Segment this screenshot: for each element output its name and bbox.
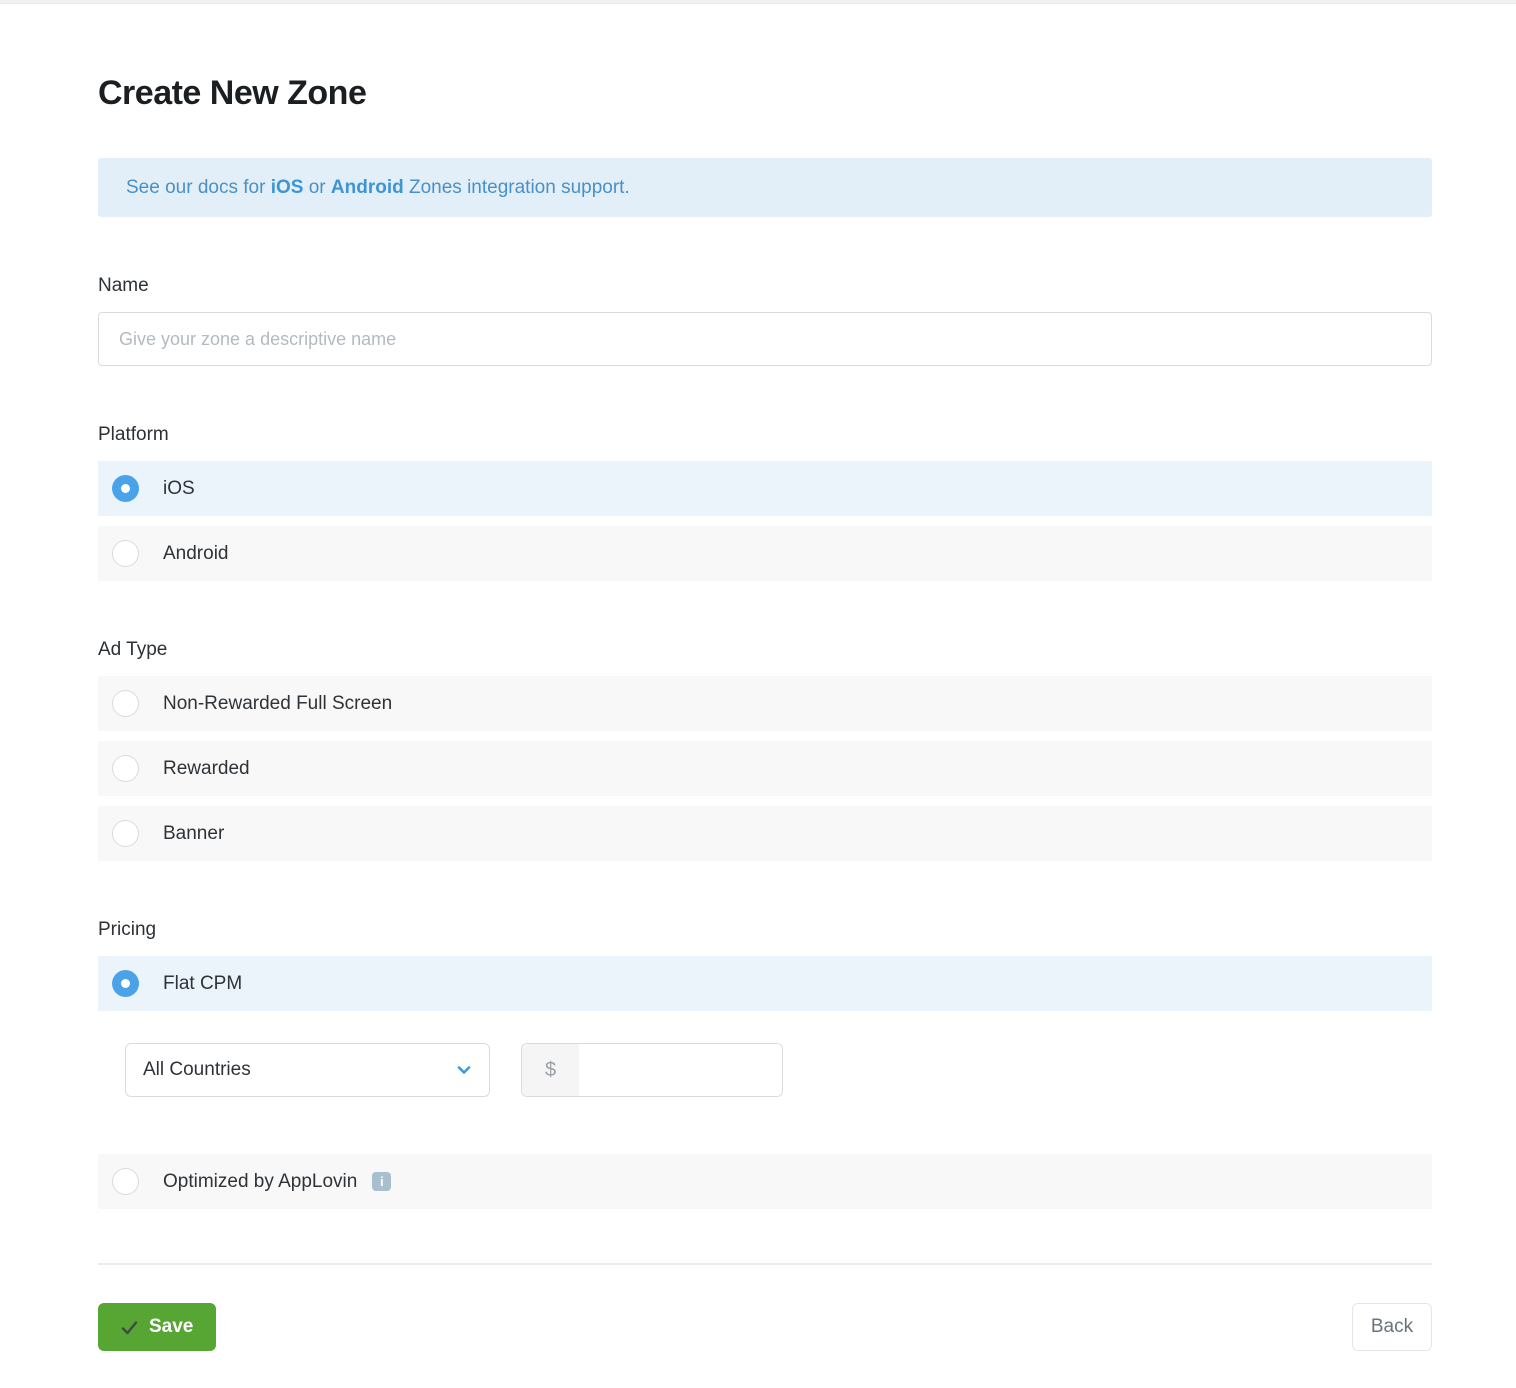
- footer-actions: [98, 1303, 1432, 1351]
- checkmark-icon: [121, 1319, 138, 1336]
- pricing-option-label: Optimized by AppLovin: [163, 1170, 358, 1192]
- ad-type-option-non-rewarded[interactable]: [98, 676, 1432, 731]
- info-icon[interactable]: i: [372, 1172, 391, 1191]
- footer-divider: [98, 1263, 1432, 1265]
- save-button-label: Save: [149, 1316, 194, 1337]
- pricing-label: Pricing: [98, 919, 157, 940]
- cpm-amount-input[interactable]: [579, 1044, 783, 1096]
- ad-type-option-rewarded[interactable]: [98, 741, 1432, 796]
- cpm-amount-field[interactable]: [521, 1043, 783, 1097]
- chevron-down-icon: [457, 1063, 471, 1077]
- ad-type-label: Ad Type: [98, 639, 168, 660]
- docs-info-banner: [98, 158, 1432, 217]
- platform-radio-group: [98, 461, 1432, 581]
- platform-label: Platform: [98, 424, 169, 445]
- ios-docs-link[interactable]: iOS: [270, 176, 304, 198]
- page-title: Create New Zone: [98, 74, 367, 112]
- banner-text-after: Zones integration support.: [403, 176, 630, 198]
- banner-text: [126, 177, 630, 199]
- radio-unselected-icon[interactable]: [112, 1168, 139, 1195]
- platform-option-label: Android: [163, 542, 229, 564]
- android-docs-link[interactable]: Android: [330, 176, 404, 198]
- radio-unselected-icon[interactable]: [112, 540, 139, 567]
- radio-unselected-icon[interactable]: [112, 690, 139, 717]
- platform-option-android[interactable]: [98, 526, 1432, 581]
- zone-name-input[interactable]: [98, 312, 1432, 366]
- country-select-value: All Countries: [143, 1059, 251, 1080]
- ad-type-option-banner[interactable]: [98, 806, 1432, 861]
- pricing-option-flat-cpm[interactable]: [98, 956, 1432, 1011]
- radio-unselected-icon[interactable]: [112, 755, 139, 782]
- banner-text-mid: or: [303, 176, 331, 198]
- ad-type-radio-group: [98, 676, 1432, 861]
- pricing-radio-group: [98, 956, 1432, 1209]
- save-button[interactable]: [98, 1303, 216, 1351]
- flat-cpm-controls: [125, 1043, 1432, 1097]
- pricing-option-optimized[interactable]: [98, 1154, 1432, 1209]
- platform-option-ios[interactable]: [98, 461, 1432, 516]
- platform-option-label: iOS: [163, 477, 195, 499]
- radio-selected-icon[interactable]: [112, 475, 139, 502]
- country-select[interactable]: [125, 1043, 490, 1097]
- create-zone-form: [0, 74, 1516, 1381]
- radio-unselected-icon[interactable]: [112, 820, 139, 847]
- ad-type-option-label: Non-Rewarded Full Screen: [163, 692, 393, 714]
- pricing-option-label: Flat CPM: [163, 972, 243, 994]
- banner-text-before: See our docs for: [126, 176, 271, 198]
- back-button[interactable]: Back: [1352, 1303, 1432, 1351]
- dollar-prefix: $: [522, 1044, 579, 1096]
- ad-type-option-label: Banner: [163, 822, 225, 844]
- name-label: Name: [98, 275, 149, 296]
- radio-selected-icon[interactable]: [112, 970, 139, 997]
- name-input-wrap: [98, 312, 1432, 366]
- ad-type-option-label: Rewarded: [163, 757, 250, 779]
- top-header-edge: [0, 0, 1516, 4]
